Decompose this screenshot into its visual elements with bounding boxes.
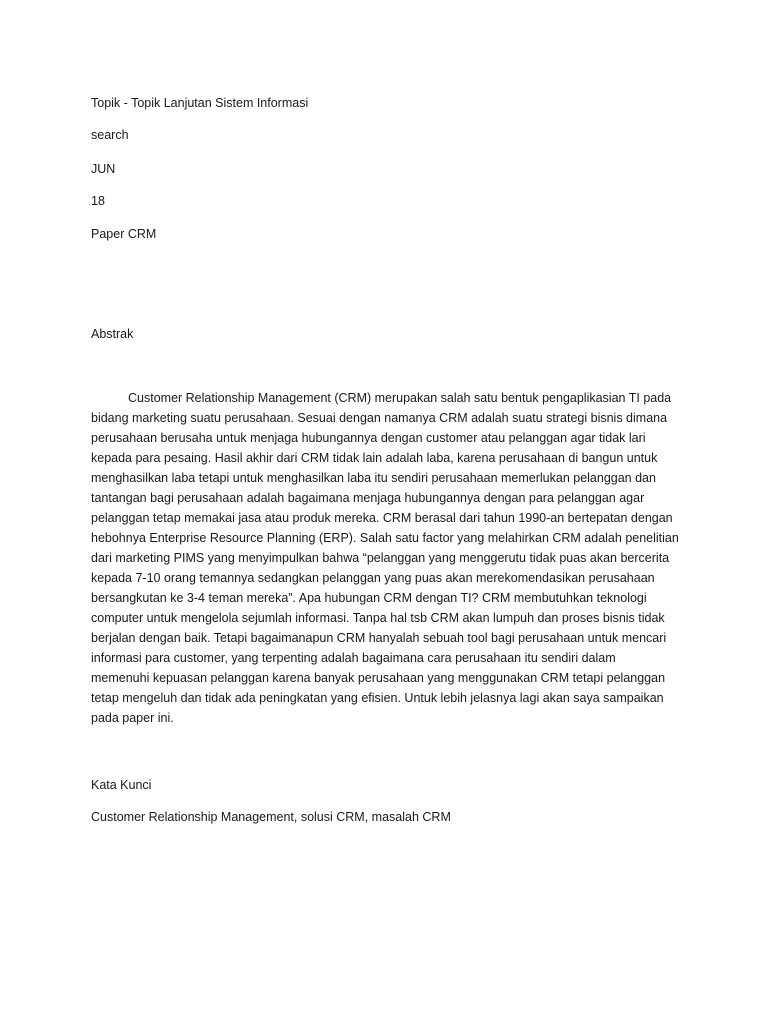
- abstract-line: menghasilkan laba tetapi untuk menghasilkan laba itu sendiri perusahaan memerlukan pelanggan dan: [91, 471, 656, 485]
- abstract-line: Customer Relationship Management (CRM) merupakan salah satu bentuk pengaplikasian TI pada: [128, 391, 672, 405]
- keywords-heading: Kata Kunci: [91, 778, 152, 792]
- abstract-line: pelanggan tetap memakai jasa atau produk mereka. CRM berasal dari tahun 1990-an bertepatan dengan: [91, 511, 673, 525]
- abstract-line: perusahaan berusaha untuk menjaga hubungannya dengan customer atau pelanggan agar tidak lari: [91, 431, 646, 445]
- abstract-heading: Abstrak: [91, 327, 134, 341]
- abstract-line: tantangan bagi perusahaan adalah bagaimana menjaga hubungannya dengan para pelanggan agar: [91, 491, 645, 505]
- abstract-line: computer untuk mengelola sejumlah informasi. Tanpa hal tsb CRM akan lumpuh dan proses bisnis tidak: [91, 611, 665, 625]
- blog-title: Topik - Topik Lanjutan Sistem Informasi: [91, 96, 309, 110]
- post-date-day: 18: [91, 194, 105, 208]
- abstract-line: kepada 7-10 orang temannya sedangkan pelanggan yang puas akan merekomendasikan perusahaan: [91, 571, 655, 585]
- abstract-line: tetap mengeluh dan tidak ada peningkatan yang efisien. Untuk lebih jelasnya lagi akan saya sampaikan: [91, 691, 664, 705]
- post-date-month: JUN: [91, 162, 116, 176]
- abstract-line: dari marketing PIMS yang menyimpulkan bahwa “pelanggan yang menggerutu tidak puas akan bercerita: [91, 551, 670, 565]
- search-link[interactable]: search: [91, 128, 129, 142]
- abstract-line: memenuhi kepuasan pelanggan karena banyak perusahaan yang menggunakan CRM tetapi pelanggan: [91, 671, 666, 685]
- abstract-line: informasi para customer, yang terpenting adalah bagaimana cara perusahaan itu sendiri dalam: [91, 651, 616, 665]
- abstract-line: pada paper ini.: [91, 711, 174, 725]
- abstract-line: hebohnya Enterprise Resource Planning (ERP). Salah satu factor yang melahirkan CRM adalah penelitian: [91, 531, 679, 545]
- abstract-line: bersangkutan ke 3-4 teman mereka”. Apa hubungan CRM dengan TI? CRM membutuhkan teknologi: [91, 591, 647, 605]
- abstract-paragraph: [91, 388, 691, 728]
- post-title: Paper CRM: [91, 227, 157, 241]
- abstract-line: bidang marketing suatu perusahaan. Sesuai dengan namanya CRM adalah suatu strategi bisnis dimana: [91, 411, 668, 425]
- keywords-text: Customer Relationship Management, solusi CRM, masalah CRM: [91, 810, 451, 824]
- abstract-line: kepada para pesaing. Hasil akhir dari CRM tidak lain adalah laba, karena perusahaan di bangun untuk: [91, 451, 658, 465]
- abstract-line: berjalan dengan baik. Tetapi bagaimanapun CRM hanyalah sebuah tool bagi perusahaan untuk mencari: [91, 631, 667, 645]
